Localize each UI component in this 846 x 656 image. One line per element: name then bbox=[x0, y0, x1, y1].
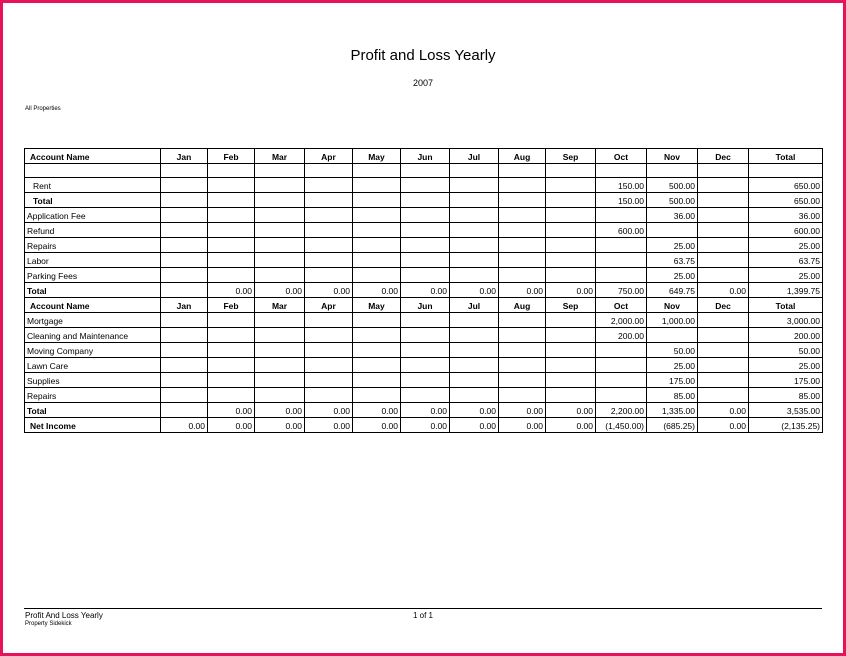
amount-cell: 0.00 bbox=[305, 283, 353, 298]
amount-cell: 50.00 bbox=[749, 343, 823, 358]
empty-cell bbox=[749, 164, 823, 178]
amount-cell bbox=[698, 193, 749, 208]
amount-cell bbox=[401, 238, 450, 253]
empty-cell bbox=[208, 164, 255, 178]
amount-cell: 500.00 bbox=[647, 193, 698, 208]
amount-cell bbox=[353, 328, 401, 343]
amount-cell: 50.00 bbox=[647, 343, 698, 358]
column-header: May bbox=[353, 298, 401, 313]
account-name: Supplies bbox=[25, 373, 161, 388]
account-name: Repairs bbox=[25, 238, 161, 253]
amount-cell: (2,135.25) bbox=[749, 418, 823, 433]
amount-cell: 36.00 bbox=[749, 208, 823, 223]
amount-cell: 0.00 bbox=[208, 403, 255, 418]
amount-cell: 650.00 bbox=[749, 193, 823, 208]
column-header-row bbox=[25, 149, 823, 164]
amount-cell bbox=[255, 388, 305, 403]
column-header: Feb bbox=[208, 149, 255, 164]
amount-cell bbox=[401, 178, 450, 193]
amount-cell: 0.00 bbox=[499, 403, 546, 418]
amount-cell bbox=[353, 268, 401, 283]
amount-cell bbox=[353, 343, 401, 358]
amount-cell bbox=[596, 373, 647, 388]
amount-cell: 0.00 bbox=[499, 283, 546, 298]
amount-cell bbox=[353, 238, 401, 253]
amount-cell bbox=[255, 358, 305, 373]
amount-cell: 0.00 bbox=[305, 418, 353, 433]
amount-cell bbox=[450, 343, 499, 358]
amount-cell bbox=[401, 328, 450, 343]
amount-cell bbox=[698, 253, 749, 268]
account-name: Refund bbox=[25, 223, 161, 238]
column-header: Account Name bbox=[25, 298, 161, 313]
amount-cell bbox=[450, 193, 499, 208]
amount-cell bbox=[255, 328, 305, 343]
amount-cell: 200.00 bbox=[596, 328, 647, 343]
account-name: Mortgage bbox=[25, 313, 161, 328]
empty-cell bbox=[255, 164, 305, 178]
amount-cell: 0.00 bbox=[208, 418, 255, 433]
column-header: Total bbox=[749, 149, 823, 164]
column-header: Sep bbox=[546, 149, 596, 164]
column-header: Jan bbox=[161, 298, 208, 313]
amount-cell bbox=[546, 358, 596, 373]
amount-cell bbox=[161, 343, 208, 358]
amount-cell: 200.00 bbox=[749, 328, 823, 343]
account-name: Lawn Care bbox=[25, 358, 161, 373]
amount-cell bbox=[305, 313, 353, 328]
income-row bbox=[25, 208, 823, 223]
amount-cell: 25.00 bbox=[749, 238, 823, 253]
amount-cell bbox=[450, 253, 499, 268]
amount-cell: 0.00 bbox=[698, 418, 749, 433]
amount-cell bbox=[596, 208, 647, 223]
amount-cell bbox=[401, 373, 450, 388]
amount-cell bbox=[161, 178, 208, 193]
amount-cell bbox=[305, 208, 353, 223]
amount-cell: 0.00 bbox=[698, 283, 749, 298]
amount-cell bbox=[208, 223, 255, 238]
amount-cell bbox=[450, 313, 499, 328]
amount-cell: 600.00 bbox=[596, 223, 647, 238]
column-header: Nov bbox=[647, 149, 698, 164]
amount-cell bbox=[401, 343, 450, 358]
column-header: Jun bbox=[401, 298, 450, 313]
column-header: May bbox=[353, 149, 401, 164]
amount-cell bbox=[353, 178, 401, 193]
amount-cell bbox=[546, 268, 596, 283]
amount-cell bbox=[450, 328, 499, 343]
amount-cell bbox=[546, 328, 596, 343]
amount-cell bbox=[546, 223, 596, 238]
amount-cell: 1,335.00 bbox=[647, 403, 698, 418]
empty-cell bbox=[161, 164, 208, 178]
amount-cell bbox=[647, 328, 698, 343]
amount-cell bbox=[401, 193, 450, 208]
amount-cell bbox=[353, 313, 401, 328]
amount-cell: 0.00 bbox=[450, 403, 499, 418]
column-header: Jul bbox=[450, 298, 499, 313]
amount-cell bbox=[305, 223, 353, 238]
amount-cell bbox=[698, 358, 749, 373]
amount-cell bbox=[450, 268, 499, 283]
amount-cell: 25.00 bbox=[749, 358, 823, 373]
amount-cell bbox=[255, 178, 305, 193]
amount-cell bbox=[208, 238, 255, 253]
amount-cell: 0.00 bbox=[499, 418, 546, 433]
amount-cell bbox=[208, 373, 255, 388]
amount-cell bbox=[546, 238, 596, 253]
amount-cell bbox=[161, 193, 208, 208]
amount-cell bbox=[401, 208, 450, 223]
column-header: Mar bbox=[255, 149, 305, 164]
amount-cell: 0.00 bbox=[255, 403, 305, 418]
amount-cell bbox=[353, 223, 401, 238]
amount-cell bbox=[698, 373, 749, 388]
amount-cell bbox=[546, 343, 596, 358]
empty-cell bbox=[698, 164, 749, 178]
account-name: Total bbox=[25, 193, 161, 208]
amount-cell bbox=[353, 193, 401, 208]
empty-cell bbox=[25, 164, 161, 178]
amount-cell bbox=[255, 373, 305, 388]
amount-cell: 649.75 bbox=[647, 283, 698, 298]
amount-cell: 150.00 bbox=[596, 193, 647, 208]
empty-cell bbox=[546, 164, 596, 178]
amount-cell bbox=[499, 358, 546, 373]
account-name: Total bbox=[25, 283, 161, 298]
amount-cell: 600.00 bbox=[749, 223, 823, 238]
amount-cell: 0.00 bbox=[401, 283, 450, 298]
amount-cell bbox=[208, 178, 255, 193]
amount-cell bbox=[499, 223, 546, 238]
column-header: Apr bbox=[305, 149, 353, 164]
amount-cell: 25.00 bbox=[749, 268, 823, 283]
amount-cell bbox=[698, 388, 749, 403]
column-header: Sep bbox=[546, 298, 596, 313]
report-year: 2007 bbox=[412, 78, 434, 88]
amount-cell bbox=[698, 343, 749, 358]
column-header: Jan bbox=[161, 149, 208, 164]
column-header: Account Name bbox=[25, 149, 161, 164]
amount-cell bbox=[305, 178, 353, 193]
amount-cell: 750.00 bbox=[596, 283, 647, 298]
amount-cell: 85.00 bbox=[647, 388, 698, 403]
amount-cell bbox=[161, 283, 208, 298]
income-row bbox=[25, 178, 823, 193]
amount-cell bbox=[499, 343, 546, 358]
empty-cell bbox=[499, 164, 546, 178]
column-header: Oct bbox=[596, 149, 647, 164]
account-name: Net Income bbox=[25, 418, 161, 433]
amount-cell bbox=[353, 358, 401, 373]
amount-cell bbox=[208, 343, 255, 358]
amount-cell bbox=[596, 358, 647, 373]
amount-cell: 0.00 bbox=[450, 418, 499, 433]
amount-cell bbox=[698, 328, 749, 343]
column-header: Feb bbox=[208, 298, 255, 313]
amount-cell: 1,399.75 bbox=[749, 283, 823, 298]
amount-cell bbox=[305, 388, 353, 403]
amount-cell bbox=[255, 268, 305, 283]
net-income-row bbox=[25, 418, 823, 433]
amount-cell bbox=[450, 208, 499, 223]
amount-cell: 0.00 bbox=[546, 283, 596, 298]
amount-cell bbox=[161, 388, 208, 403]
report-scope: All Properties bbox=[25, 106, 61, 112]
amount-cell: 175.00 bbox=[647, 373, 698, 388]
amount-cell bbox=[353, 208, 401, 223]
amount-cell bbox=[499, 373, 546, 388]
amount-cell bbox=[353, 373, 401, 388]
empty-cell bbox=[450, 164, 499, 178]
amount-cell bbox=[596, 253, 647, 268]
amount-cell bbox=[499, 328, 546, 343]
amount-cell: 0.00 bbox=[208, 283, 255, 298]
amount-cell: 0.00 bbox=[353, 418, 401, 433]
column-header: Dec bbox=[698, 298, 749, 313]
amount-cell: 25.00 bbox=[647, 358, 698, 373]
amount-cell: 650.00 bbox=[749, 178, 823, 193]
expense-row bbox=[25, 328, 823, 343]
amount-cell: 0.00 bbox=[698, 403, 749, 418]
amount-cell bbox=[161, 403, 208, 418]
amount-cell: 0.00 bbox=[353, 283, 401, 298]
footer-subtitle: Property Sidekick bbox=[25, 621, 72, 627]
amount-cell bbox=[353, 388, 401, 403]
amount-cell bbox=[255, 343, 305, 358]
column-header: Aug bbox=[499, 149, 546, 164]
column-header: Aug bbox=[499, 298, 546, 313]
amount-cell bbox=[499, 178, 546, 193]
empty-cell bbox=[401, 164, 450, 178]
amount-cell bbox=[499, 238, 546, 253]
column-header: Jun bbox=[401, 149, 450, 164]
amount-cell: 2,000.00 bbox=[596, 313, 647, 328]
column-header: Jul bbox=[450, 149, 499, 164]
amount-cell: 25.00 bbox=[647, 238, 698, 253]
amount-cell bbox=[255, 193, 305, 208]
amount-cell: 0.00 bbox=[353, 403, 401, 418]
amount-cell: 0.00 bbox=[401, 418, 450, 433]
empty-cell bbox=[305, 164, 353, 178]
amount-cell bbox=[161, 328, 208, 343]
amount-cell bbox=[208, 388, 255, 403]
amount-cell: 2,200.00 bbox=[596, 403, 647, 418]
empty-cell bbox=[353, 164, 401, 178]
amount-cell bbox=[698, 238, 749, 253]
amount-cell bbox=[546, 388, 596, 403]
column-header: Mar bbox=[255, 298, 305, 313]
amount-cell bbox=[596, 388, 647, 403]
amount-cell bbox=[546, 313, 596, 328]
account-name: Parking Fees bbox=[25, 268, 161, 283]
account-name: Repairs bbox=[25, 388, 161, 403]
amount-cell bbox=[596, 238, 647, 253]
empty-cell bbox=[647, 164, 698, 178]
amount-cell: 0.00 bbox=[161, 418, 208, 433]
amount-cell: 0.00 bbox=[401, 403, 450, 418]
report-title: Profit and Loss Yearly bbox=[350, 47, 496, 64]
amount-cell bbox=[208, 268, 255, 283]
account-name: Labor bbox=[25, 253, 161, 268]
amount-cell bbox=[161, 208, 208, 223]
amount-cell bbox=[546, 178, 596, 193]
amount-cell bbox=[499, 313, 546, 328]
amount-cell bbox=[161, 223, 208, 238]
page-number: 1 of 1 bbox=[412, 611, 433, 620]
column-header: Oct bbox=[596, 298, 647, 313]
income-total-row bbox=[25, 283, 823, 298]
amount-cell: 3,535.00 bbox=[749, 403, 823, 418]
amount-cell bbox=[208, 193, 255, 208]
amount-cell: 63.75 bbox=[749, 253, 823, 268]
amount-cell bbox=[208, 313, 255, 328]
amount-cell: 3,000.00 bbox=[749, 313, 823, 328]
amount-cell: (1,450.00) bbox=[596, 418, 647, 433]
amount-cell bbox=[546, 193, 596, 208]
amount-cell bbox=[450, 373, 499, 388]
column-header: Apr bbox=[305, 298, 353, 313]
amount-cell: 0.00 bbox=[546, 403, 596, 418]
amount-cell bbox=[161, 268, 208, 283]
amount-cell bbox=[208, 358, 255, 373]
amount-cell bbox=[698, 268, 749, 283]
amount-cell bbox=[305, 328, 353, 343]
amount-cell: 36.00 bbox=[647, 208, 698, 223]
amount-cell bbox=[305, 238, 353, 253]
expense-row bbox=[25, 313, 823, 328]
income-row bbox=[25, 223, 823, 238]
amount-cell bbox=[450, 358, 499, 373]
account-name: Moving Company bbox=[25, 343, 161, 358]
column-header: Total bbox=[749, 298, 823, 313]
amount-cell bbox=[161, 253, 208, 268]
expense-row bbox=[25, 343, 823, 358]
income-row bbox=[25, 253, 823, 268]
amount-cell bbox=[546, 208, 596, 223]
account-name: Total bbox=[25, 403, 161, 418]
amount-cell bbox=[208, 208, 255, 223]
amount-cell bbox=[499, 208, 546, 223]
amount-cell bbox=[401, 313, 450, 328]
amount-cell bbox=[255, 223, 305, 238]
amount-cell bbox=[255, 208, 305, 223]
amount-cell bbox=[596, 343, 647, 358]
amount-cell bbox=[499, 193, 546, 208]
amount-cell bbox=[401, 388, 450, 403]
amount-cell bbox=[401, 253, 450, 268]
amount-cell bbox=[208, 253, 255, 268]
account-name: Application Fee bbox=[25, 208, 161, 223]
amount-cell bbox=[161, 373, 208, 388]
amount-cell bbox=[353, 253, 401, 268]
amount-cell bbox=[305, 373, 353, 388]
spacer-row bbox=[25, 164, 823, 178]
expense-row bbox=[25, 373, 823, 388]
amount-cell bbox=[450, 223, 499, 238]
income-row bbox=[25, 268, 823, 283]
footer-divider bbox=[24, 608, 822, 609]
account-name: Cleaning and Maintenance bbox=[25, 328, 161, 343]
amount-cell bbox=[305, 268, 353, 283]
amount-cell bbox=[499, 253, 546, 268]
expense-row bbox=[25, 388, 823, 403]
amount-cell bbox=[401, 268, 450, 283]
amount-cell bbox=[647, 223, 698, 238]
amount-cell bbox=[305, 358, 353, 373]
expense-row bbox=[25, 358, 823, 373]
amount-cell: 1,000.00 bbox=[647, 313, 698, 328]
amount-cell bbox=[546, 253, 596, 268]
amount-cell bbox=[450, 238, 499, 253]
income-row bbox=[25, 238, 823, 253]
column-header: Dec bbox=[698, 149, 749, 164]
amount-cell bbox=[161, 313, 208, 328]
amount-cell: 150.00 bbox=[596, 178, 647, 193]
amount-cell bbox=[255, 253, 305, 268]
amount-cell: 0.00 bbox=[305, 403, 353, 418]
column-header-row bbox=[25, 298, 823, 313]
amount-cell: 175.00 bbox=[749, 373, 823, 388]
amount-cell bbox=[698, 178, 749, 193]
amount-cell bbox=[450, 178, 499, 193]
amount-cell bbox=[305, 343, 353, 358]
amount-cell: 63.75 bbox=[647, 253, 698, 268]
amount-cell: 25.00 bbox=[647, 268, 698, 283]
amount-cell bbox=[546, 373, 596, 388]
amount-cell bbox=[450, 388, 499, 403]
amount-cell: (685.25) bbox=[647, 418, 698, 433]
amount-cell bbox=[305, 253, 353, 268]
amount-cell: 0.00 bbox=[255, 418, 305, 433]
amount-cell: 0.00 bbox=[450, 283, 499, 298]
amount-cell bbox=[305, 193, 353, 208]
amount-cell bbox=[161, 238, 208, 253]
amount-cell bbox=[208, 328, 255, 343]
amount-cell bbox=[161, 358, 208, 373]
profit-loss-table bbox=[24, 148, 823, 433]
amount-cell: 85.00 bbox=[749, 388, 823, 403]
empty-cell bbox=[596, 164, 647, 178]
amount-cell bbox=[499, 268, 546, 283]
amount-cell: 0.00 bbox=[255, 283, 305, 298]
amount-cell bbox=[698, 223, 749, 238]
footer-title: Profit And Loss Yearly bbox=[25, 611, 103, 620]
amount-cell bbox=[499, 388, 546, 403]
amount-cell: 500.00 bbox=[647, 178, 698, 193]
amount-cell bbox=[596, 268, 647, 283]
amount-cell bbox=[401, 358, 450, 373]
amount-cell bbox=[698, 313, 749, 328]
expense-total-row bbox=[25, 403, 823, 418]
account-name: Rent bbox=[25, 178, 161, 193]
amount-cell bbox=[401, 223, 450, 238]
subtotal-row bbox=[25, 193, 823, 208]
amount-cell bbox=[698, 208, 749, 223]
amount-cell bbox=[255, 238, 305, 253]
amount-cell bbox=[255, 313, 305, 328]
amount-cell: 0.00 bbox=[546, 418, 596, 433]
table-body bbox=[25, 149, 823, 433]
column-header: Nov bbox=[647, 298, 698, 313]
